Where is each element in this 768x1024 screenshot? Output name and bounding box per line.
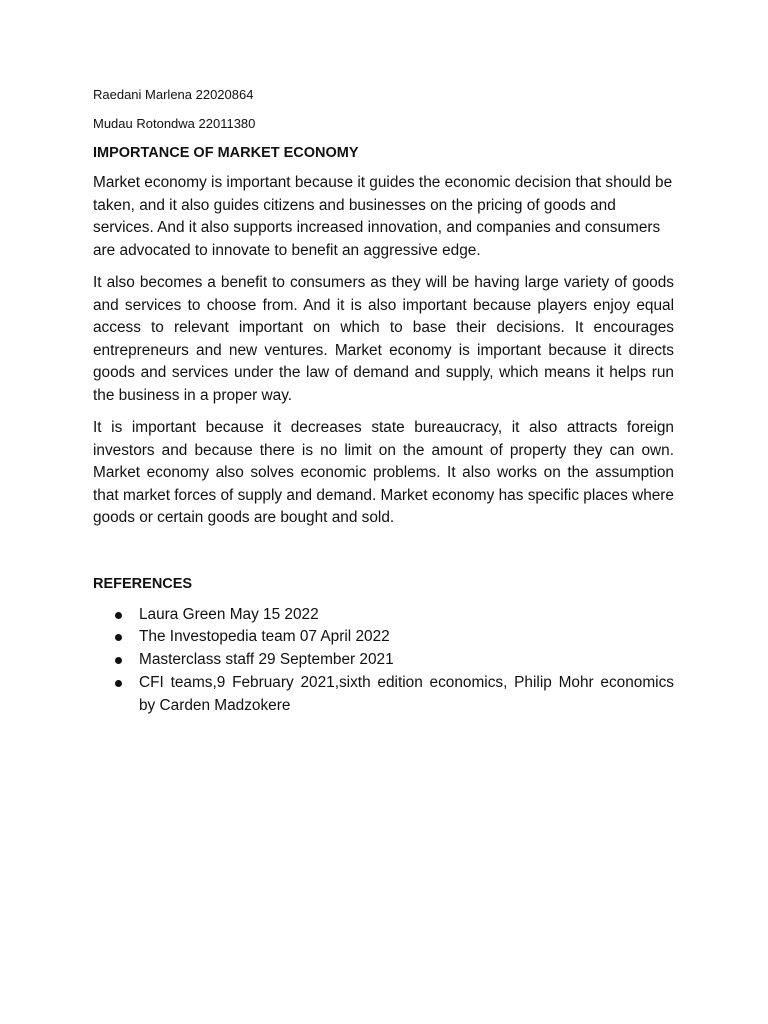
references-heading: REFERENCES [93, 575, 193, 592]
reference-item [93, 626, 674, 649]
reference-item [93, 604, 674, 627]
reference-text: CFI teams,9 February 2021,sixth edition economics, Philip Mohr economics by Carden Madzokere [139, 673, 674, 714]
reference-text: Laura Green May 15 2022 [139, 605, 319, 623]
author-line: Raedani Marlena 22020864 [93, 87, 254, 102]
bullet-icon [115, 680, 122, 687]
document-body [93, 86, 674, 717]
body-paragraph: It also becomes a benefit to consumers as they will be having large variety of goods and services to choose from. And it is also important because players enjoy equal access to relevant important on which to base their decisions. It encourages entrepreneurs and new ventures. Market economy is important because it directs goods and services under the law of demand and supply, which means it helps run the business in a proper way. [93, 274, 674, 404]
author-line: Mudau Rotondwa 22011380 [93, 116, 256, 131]
references-list [93, 604, 674, 718]
reference-item [93, 649, 674, 672]
reference-item [93, 672, 674, 718]
bullet-icon [115, 634, 122, 641]
body-paragraph: Market economy is important because it guides the economic decision that should be taken, and it also guides citizens and businesses on the pricing of goods and services. And it also supports increased innovation, and companies and consumers are advocated to innovate to benefit an aggressive edge. [93, 174, 673, 259]
reference-text: The Investopedia team 07 April 2022 [139, 628, 390, 646]
body-paragraph: It is important because it decreases state bureaucracy, it also attracts foreign investors and because there is no limit on the amount of property they can own. Market economy also solves economic problems. It also works on the assumption that market forces of supply and demand. Market economy has specific places where goods or certain goods are bought and sold. [93, 419, 674, 526]
reference-text: Masterclass staff 29 September 2021 [139, 651, 394, 669]
document-title: IMPORTANCE OF MARKET ECONOMY [93, 145, 359, 161]
bullet-icon [115, 657, 122, 664]
bullet-icon [115, 612, 122, 619]
paragraph-spacer [93, 540, 674, 574]
